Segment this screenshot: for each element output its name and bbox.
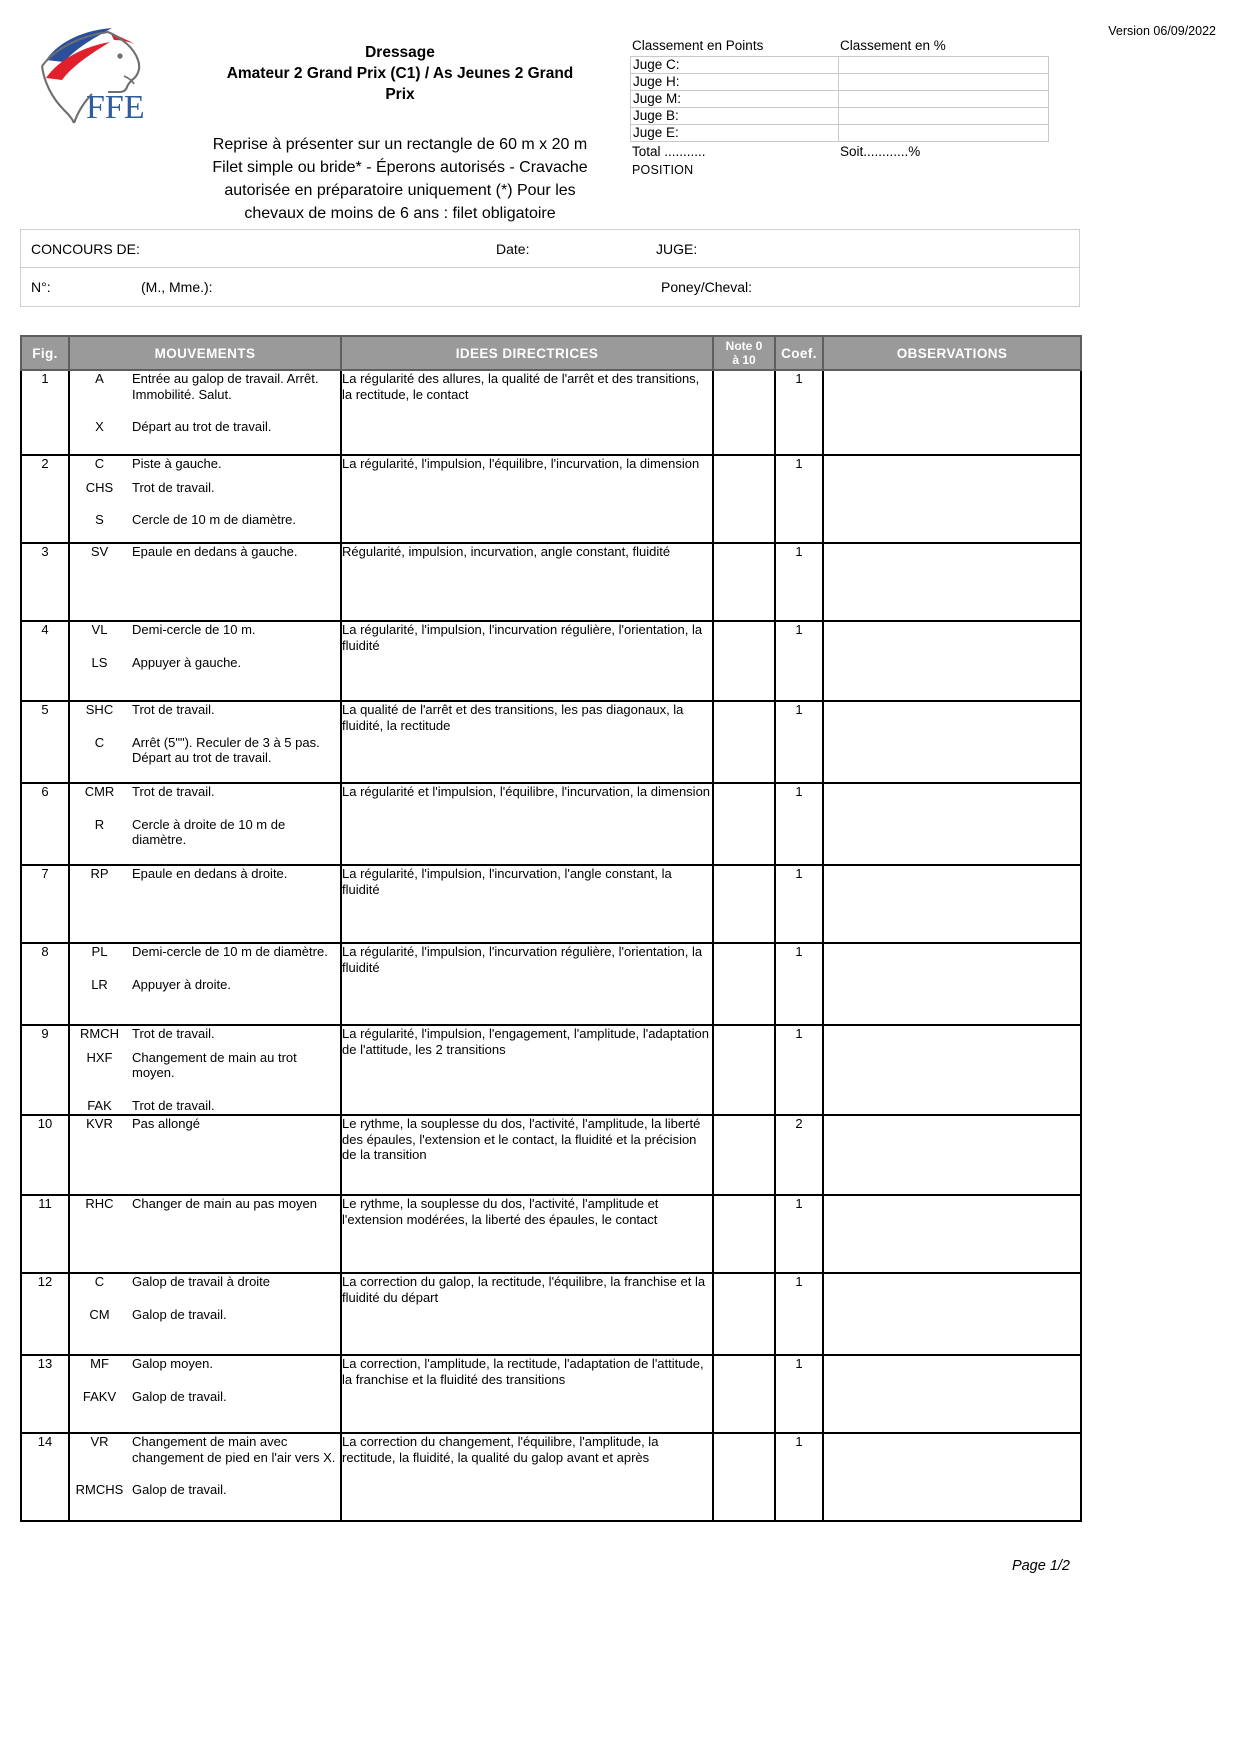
figure-number: 13 — [21, 1355, 69, 1433]
movement-spacer — [70, 403, 340, 419]
movements-cell — [69, 865, 341, 943]
movement-line — [70, 1098, 340, 1114]
concours-label[interactable]: CONCOURS DE: — [31, 240, 140, 257]
note-input-cell[interactable] — [713, 783, 775, 865]
directive-ideas-cell: Régularité, impulsion, incurvation, angle constant, fluidité — [341, 543, 713, 621]
movement-line — [70, 1356, 340, 1372]
ranking-percent-header: Classement en % — [840, 38, 946, 53]
directive-ideas-cell: Le rythme, la souplesse du dos, l'activité, l'amplitude, la liberté des épaules, l'extension et le contact, la fluidité et la précision de la transition — [341, 1115, 713, 1195]
movement-line — [70, 512, 340, 528]
directive-ideas-cell: La régularité, l'impulsion, l'engagement, l'amplitude, l'adaptation de l'attitude, les 2 transitions — [341, 1025, 713, 1115]
movement-text: Trot de travail. — [132, 479, 215, 495]
movement-text: Trot de travail. — [132, 1026, 215, 1041]
movement-text: Départ au trot de travail. — [132, 419, 272, 434]
title-conditions — [170, 133, 630, 225]
coefficient-cell: 1 — [775, 943, 823, 1025]
scoring-table — [20, 335, 1082, 1522]
table-row — [21, 370, 1081, 455]
movement-letter: LR — [91, 976, 108, 992]
coefficient-cell: 1 — [775, 865, 823, 943]
column-header-coef: Coef. — [775, 336, 823, 370]
observations-input-cell[interactable] — [823, 701, 1081, 783]
movement-line — [70, 456, 340, 472]
movement-text: Entrée au galop de travail. Arrêt. Immobilité. Salut. — [132, 371, 319, 402]
table-row — [21, 1115, 1081, 1195]
movement-text: Demi-cercle de 10 m de diamètre. — [132, 944, 328, 959]
observations-input-cell[interactable] — [823, 1195, 1081, 1273]
movements-cell — [69, 783, 341, 865]
judge-percent-m[interactable] — [839, 91, 1049, 108]
movements-cell — [69, 1025, 341, 1115]
movement-text: Changer de main au pas moyen — [132, 1196, 318, 1211]
movement-letter: CHS — [85, 479, 114, 495]
movement-text: Arrêt (5""). Reculer de 3 à 5 pas. Départ au trot de travail. — [132, 734, 320, 765]
movement-spacer — [70, 473, 340, 480]
coefficient-cell: 1 — [775, 701, 823, 783]
movement-spacer — [70, 961, 340, 977]
movement-letter: VL — [91, 622, 108, 637]
table-row — [21, 1433, 1081, 1521]
movement-text: Trot de travail. — [132, 1097, 215, 1113]
movement-text: Pas allongé — [132, 1116, 200, 1131]
movement-line — [70, 1389, 340, 1405]
figure-number: 2 — [21, 455, 69, 543]
observations-input-cell[interactable] — [823, 943, 1081, 1025]
movement-letter: CMR — [84, 784, 115, 799]
table-row — [21, 1025, 1081, 1115]
movement-line — [70, 371, 340, 402]
observations-input-cell[interactable] — [823, 621, 1081, 701]
movement-line — [70, 1026, 340, 1042]
movement-letter: LS — [91, 654, 108, 670]
movement-spacer — [70, 639, 340, 655]
judge-row — [631, 74, 1049, 91]
observations-input-cell[interactable] — [823, 1355, 1081, 1433]
juge-label[interactable]: JUGE: — [656, 240, 698, 257]
movement-line — [70, 655, 340, 671]
movement-letter: PL — [91, 944, 108, 959]
column-header-idees: IDEES DIRECTRICES — [341, 336, 713, 370]
ffe-logo-icon — [38, 26, 156, 126]
table-row — [21, 455, 1081, 543]
note-input-cell[interactable] — [713, 943, 775, 1025]
movement-text: Cercle de 10 m de diamètre. — [132, 512, 297, 527]
coefficient-cell: 1 — [775, 1355, 823, 1433]
movement-letter: KVR — [86, 1116, 113, 1131]
movement-line — [70, 735, 340, 766]
directive-ideas-cell: La qualité de l'arrêt et des transitions, les pas diagonaux, la fluidité, la rectitude — [341, 701, 713, 783]
movement-letter: FAK — [87, 1097, 112, 1113]
note-input-cell[interactable] — [713, 1115, 775, 1195]
movement-line — [70, 1050, 340, 1081]
ranking-points-header: Classement en Points — [632, 38, 764, 53]
movement-line — [70, 817, 340, 848]
movements-cell — [69, 1433, 341, 1521]
movement-line — [70, 944, 340, 960]
directive-ideas-cell: La régularité, l'impulsion, l'incurvation régulière, l'orientation, la fluidité — [341, 621, 713, 701]
figure-number: 3 — [21, 543, 69, 621]
note-input-cell[interactable] — [713, 621, 775, 701]
note-header-line2: à 10 — [732, 353, 756, 367]
movement-line — [70, 544, 340, 560]
ranking-block — [630, 14, 1220, 177]
movement-letter: R — [94, 816, 105, 832]
ffe-logo-text: FFE — [86, 89, 145, 126]
movement-text: Galop de travail à droite — [132, 1274, 271, 1289]
judge-label-b: Juge B: — [631, 108, 839, 125]
movements-cell — [69, 701, 341, 783]
position-label: POSITION — [632, 163, 694, 177]
note-input-cell[interactable] — [713, 370, 775, 455]
coefficient-cell: 1 — [775, 455, 823, 543]
figure-number: 4 — [21, 621, 69, 701]
movement-text: Changement de main au trot moyen. — [132, 1049, 297, 1080]
movement-text: Epaule en dedans à droite. — [132, 866, 288, 881]
column-header-mouvements: MOUVEMENTS — [69, 336, 341, 370]
observations-input-cell[interactable] — [823, 1433, 1081, 1521]
totals-row — [630, 144, 1220, 159]
judge-row — [631, 91, 1049, 108]
movement-text: Piste à gauche. — [132, 456, 222, 471]
page-header — [20, 14, 1220, 222]
directive-ideas-cell: La régularité, l'impulsion, l'incurvation, l'angle constant, la fluidité — [341, 865, 713, 943]
condition-young-horses: chevaux de moins de 6 ans : filet obligatoire — [244, 205, 556, 222]
movement-letter: HXF — [86, 1049, 113, 1065]
figure-number: 12 — [21, 1273, 69, 1355]
page-footer — [20, 1558, 1080, 1574]
judge-label-e: Juge E: — [631, 125, 839, 142]
movement-line — [70, 784, 340, 800]
movement-letter: RP — [90, 866, 109, 881]
movement-text: Changement de main avec changement de pied en l'air vers X. — [132, 1434, 336, 1465]
movement-spacer — [70, 719, 340, 735]
movements-cell — [69, 543, 341, 621]
movement-line — [70, 1274, 340, 1290]
coefficient-cell: 2 — [775, 1115, 823, 1195]
movement-text: Epaule en dedans à gauche. — [132, 544, 298, 559]
movement-text: Galop de travail. — [132, 1482, 227, 1497]
competition-row-top — [21, 230, 1079, 268]
note-input-cell[interactable] — [713, 543, 775, 621]
column-header-observations: OBSERVATIONS — [823, 336, 1081, 370]
table-row — [21, 943, 1081, 1025]
movement-spacer — [70, 1043, 340, 1050]
observations-input-cell[interactable] — [823, 1025, 1081, 1115]
movement-text: Trot de travail. — [132, 702, 215, 717]
table-row — [21, 543, 1081, 621]
table-row — [21, 621, 1081, 701]
directive-ideas-cell: La régularité et l'impulsion, l'équilibre, l'incurvation, la dimension — [341, 783, 713, 865]
table-row — [21, 1273, 1081, 1355]
note-input-cell[interactable] — [713, 1433, 775, 1521]
judge-label-m: Juge M: — [631, 91, 839, 108]
coefficient-cell: 1 — [775, 1273, 823, 1355]
judges-table — [630, 56, 1049, 142]
judge-row — [631, 125, 1049, 142]
version-label: Version 06/09/2022 — [1108, 24, 1216, 38]
movement-letter: S — [95, 512, 104, 527]
movement-letter: CM — [89, 1306, 110, 1322]
note-input-cell[interactable] — [713, 1355, 775, 1433]
total-label: Total ........... — [632, 144, 706, 159]
column-header-note — [713, 336, 775, 370]
movement-line — [70, 622, 340, 638]
title-test-line1: Amateur 2 Grand Prix (C1) / As Jeunes 2 Grand — [226, 65, 574, 82]
date-label[interactable]: Date: — [496, 240, 530, 257]
movement-letter: C — [94, 734, 105, 750]
movement-letter: SV — [90, 544, 109, 559]
observations-input-cell[interactable] — [823, 543, 1081, 621]
movement-letter: SHC — [85, 702, 114, 717]
observations-input-cell[interactable] — [823, 1273, 1081, 1355]
title-block — [170, 14, 630, 225]
movement-line — [70, 977, 340, 993]
movements-cell — [69, 370, 341, 455]
movement-letter: RHC — [85, 1196, 114, 1211]
horse-name-label[interactable]: Poney/Cheval: — [661, 279, 753, 295]
movement-line — [70, 1116, 340, 1132]
note-input-cell[interactable] — [713, 455, 775, 543]
movement-text: Galop moyen. — [132, 1356, 213, 1371]
coefficient-cell: 1 — [775, 370, 823, 455]
movements-cell — [69, 1355, 341, 1433]
title-discipline: Dressage — [365, 44, 435, 61]
competition-info-bar — [20, 229, 1080, 307]
movement-letter: FAKV — [82, 1388, 117, 1404]
movement-text: Galop de travail. — [132, 1388, 227, 1404]
coefficient-cell: 1 — [775, 1433, 823, 1521]
figure-number: 5 — [21, 701, 69, 783]
note-input-cell[interactable] — [713, 1195, 775, 1273]
movements-cell — [69, 1115, 341, 1195]
judge-row — [631, 57, 1049, 74]
judge-percent-b[interactable] — [839, 108, 1049, 125]
soit-label: Soit............% — [840, 144, 921, 159]
movement-spacer — [70, 1466, 340, 1482]
movement-line — [70, 1434, 340, 1465]
figure-number: 7 — [21, 865, 69, 943]
movement-letter: RMCH — [80, 1026, 119, 1041]
movement-line — [70, 1307, 340, 1323]
observations-input-cell[interactable] — [823, 865, 1081, 943]
movements-cell — [69, 455, 341, 543]
condition-tack: Filet simple ou bride* - Éperons autorisés - Cravache — [212, 159, 588, 176]
movements-cell — [69, 1273, 341, 1355]
movement-spacer — [70, 1291, 340, 1307]
movement-letter: RMCHS — [75, 1482, 124, 1497]
figure-number: 9 — [21, 1025, 69, 1115]
movement-spacer — [70, 1082, 340, 1098]
movement-text: Cercle à droite de 10 m de diamètre. — [132, 816, 286, 847]
movement-line — [70, 702, 340, 718]
movement-letter: C — [94, 456, 105, 471]
table-row — [21, 865, 1081, 943]
directive-ideas-cell: Le rythme, la souplesse du dos, l'activité, l'amplitude et l'extension modérées, la liberté des épaules, le contact — [341, 1195, 713, 1273]
judge-percent-e[interactable] — [839, 125, 1049, 142]
table-row — [21, 1355, 1081, 1433]
coefficient-cell: 1 — [775, 543, 823, 621]
movement-line — [70, 419, 340, 435]
ffe-logo — [20, 14, 170, 126]
observations-input-cell[interactable] — [823, 370, 1081, 455]
note-input-cell[interactable] — [713, 1025, 775, 1115]
coefficient-cell: 1 — [775, 1195, 823, 1273]
note-input-cell[interactable] — [713, 1273, 775, 1355]
movement-text: Trot de travail. — [132, 784, 215, 799]
scoring-table-body — [21, 370, 1081, 1521]
movements-cell — [69, 1195, 341, 1273]
page-number: Page 1/2 — [1011, 1558, 1070, 1574]
scoring-table-header-row — [21, 336, 1081, 370]
observations-input-cell[interactable] — [823, 455, 1081, 543]
coefficient-cell: 1 — [775, 1025, 823, 1115]
movement-line — [70, 1482, 340, 1498]
condition-arena: Reprise à présenter sur un rectangle de 60 m x 20 m — [212, 136, 588, 153]
movement-spacer — [70, 1373, 340, 1389]
coefficient-cell: 1 — [775, 621, 823, 701]
movements-cell — [69, 943, 341, 1025]
movement-line — [70, 866, 340, 882]
table-row — [21, 1195, 1081, 1273]
directive-ideas-cell: La régularité, l'impulsion, l'équilibre, l'incurvation, la dimension — [341, 455, 713, 543]
movement-text: Appuyer à gauche. — [132, 654, 242, 670]
directive-ideas-cell: La correction du changement, l'équilibre, l'amplitude, la rectitude, la fluidité, la qualité du galop avant et après — [341, 1433, 713, 1521]
movement-text: Demi-cercle de 10 m. — [132, 622, 256, 637]
column-header-fig: Fig. — [21, 336, 69, 370]
movement-letter: C — [94, 1274, 105, 1289]
directive-ideas-cell: La correction, l'amplitude, la rectitude, l'adaptation de l'attitude, la franchise et la fluidité des transitions — [341, 1355, 713, 1433]
figure-number: 8 — [21, 943, 69, 1025]
directive-ideas-cell: La régularité, l'impulsion, l'incurvation régulière, l'orientation, la fluidité — [341, 943, 713, 1025]
table-row — [21, 783, 1081, 865]
movement-line — [70, 480, 340, 496]
directive-ideas-cell: La correction du galop, la rectitude, l'équilibre, la franchise et la fluidité du départ — [341, 1273, 713, 1355]
figure-number: 6 — [21, 783, 69, 865]
judge-row — [631, 108, 1049, 125]
note-input-cell[interactable] — [713, 701, 775, 783]
observations-input-cell[interactable] — [823, 1115, 1081, 1195]
movement-letter: VR — [90, 1434, 109, 1449]
judge-label-c: Juge C: — [631, 57, 839, 74]
numero-label[interactable]: N°: — [31, 279, 51, 295]
movement-letter: A — [95, 371, 104, 386]
movement-text: Appuyer à droite. — [132, 976, 232, 992]
figure-number: 14 — [21, 1433, 69, 1521]
movement-line — [70, 1196, 340, 1212]
note-input-cell[interactable] — [713, 865, 775, 943]
table-row — [21, 701, 1081, 783]
competition-row-bottom — [21, 268, 1079, 306]
movement-letter: X — [95, 419, 104, 434]
movement-letter: MF — [90, 1356, 109, 1371]
judge-percent-h[interactable] — [839, 74, 1049, 91]
judge-percent-c[interactable] — [839, 57, 1049, 74]
movement-spacer — [70, 496, 340, 512]
figure-number: 11 — [21, 1195, 69, 1273]
figure-number: 1 — [21, 370, 69, 455]
judge-label-h: Juge H: — [631, 74, 839, 91]
movement-text: Galop de travail. — [132, 1306, 227, 1322]
directive-ideas-cell: La régularité des allures, la qualité de l'arrêt et des transitions, la rectitude, le contact — [341, 370, 713, 455]
note-header-line1: Note 0 — [725, 339, 763, 353]
condition-whip: autorisée en préparatoire uniquement (*) Pour les — [224, 182, 576, 199]
movements-cell — [69, 621, 341, 701]
title-test-line2: Prix — [385, 86, 415, 103]
figure-number: 10 — [21, 1115, 69, 1195]
rider-name-label[interactable]: (M., Mme.): — [141, 279, 213, 295]
movement-spacer — [70, 801, 340, 817]
coefficient-cell: 1 — [775, 783, 823, 865]
observations-input-cell[interactable] — [823, 783, 1081, 865]
